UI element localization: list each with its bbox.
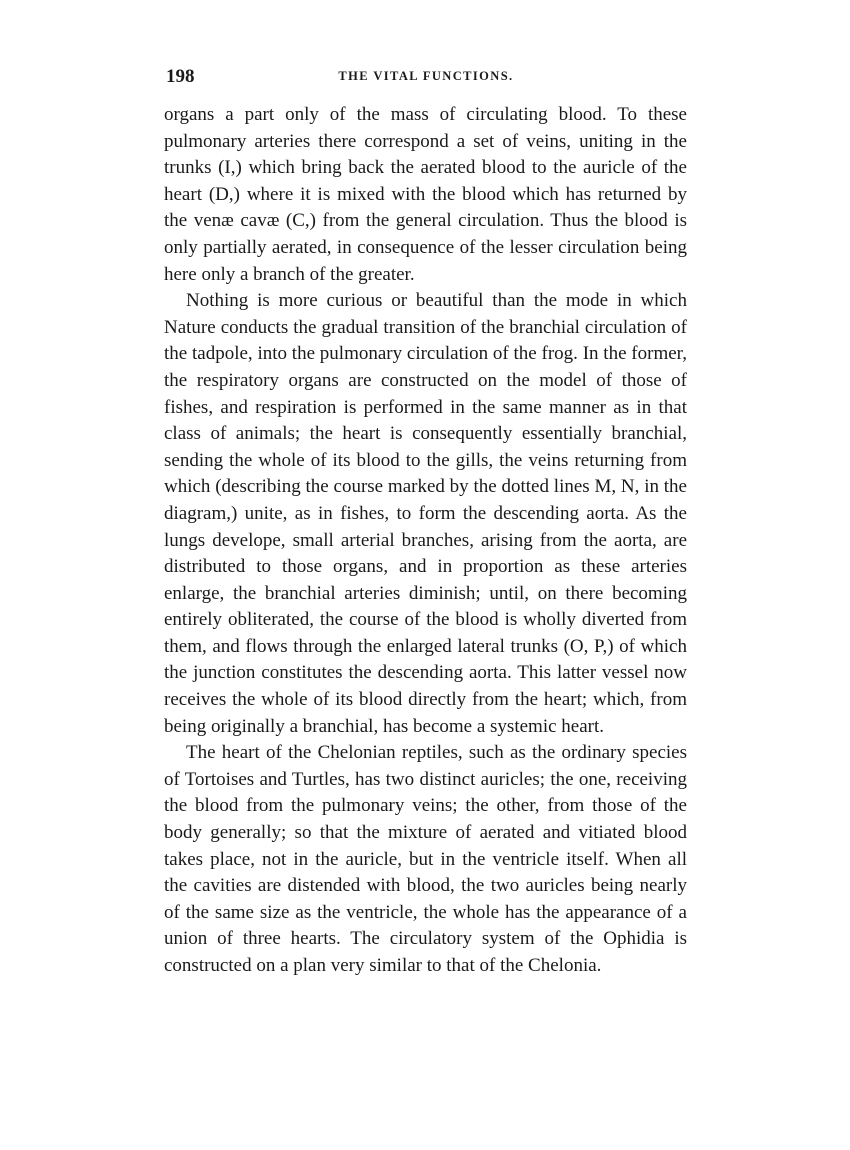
page-number: 198 [166, 66, 195, 87]
body-text [164, 102, 687, 980]
page-header [166, 66, 686, 90]
running-head: THE VITAL FUNCTIONS. [338, 69, 514, 83]
paragraph-tadpole-circulation: Nothing is more curious or beautiful than the mode in which Nature conducts the gradual transition of the branchial circulation of the tadpole, into the pulmonary circulation of the frog. In the former, the respiratory organs are constructed on the model of those of fishes, and respiration is performed in the same manner as in that class of animals; the heart is consequently essentially branchial, sending the whole of its blood to the gills, the veins returning from which (describing the course marked by the dotted lines M, N, in the diagram,) unite, as in fishes, to form the descending aorta. As the lungs develope, small arterial branches, arising from the aorta, are distributed to those organs, and in proportion as these arteries enlarge, the branchial arteries diminish; until, on there becoming entirely obliterated, the course of the blood is wholly diverted from them, and flows through the enlarged lateral trunks (O, P,) of which the junction constitutes the descending aorta. This latter vessel now receives the whole of its blood directly from the heart; which, from being originally a branchial, has become a systemic heart. [164, 290, 687, 737]
paragraph-chelonian-heart: The heart of the Chelonian reptiles, such as the ordinary species of Tortoises and Turtles, has two distinct auricles; the one, receiving the blood from the pulmonary veins; the other, from those of the body generally; so that the mixture of aerated and vitiated blood takes place, not in the auricle, but in the ventricle itself. When all the cavities are distended with blood, the two auricles being nearly of the same size as the ventricle, the whole has the appearance of a union of three hearts. The circulatory system of the Ophidia is constructed on a plan very similar to that of the Chelonia. [164, 742, 687, 976]
paragraph-continuation: organs a part only of the mass of circulating blood. To these pulmonary arteries there correspond a set of veins, uniting in the trunks (I,) which bring back the aerated blood to the auricle of the heart (D,) where it is mixed with the blood which has returned by the venæ cavæ (C,) from the general circulation. Thus the blood is only partially aerated, in consequence of the lesser circulation being here only a branch of the greater. [164, 104, 687, 285]
